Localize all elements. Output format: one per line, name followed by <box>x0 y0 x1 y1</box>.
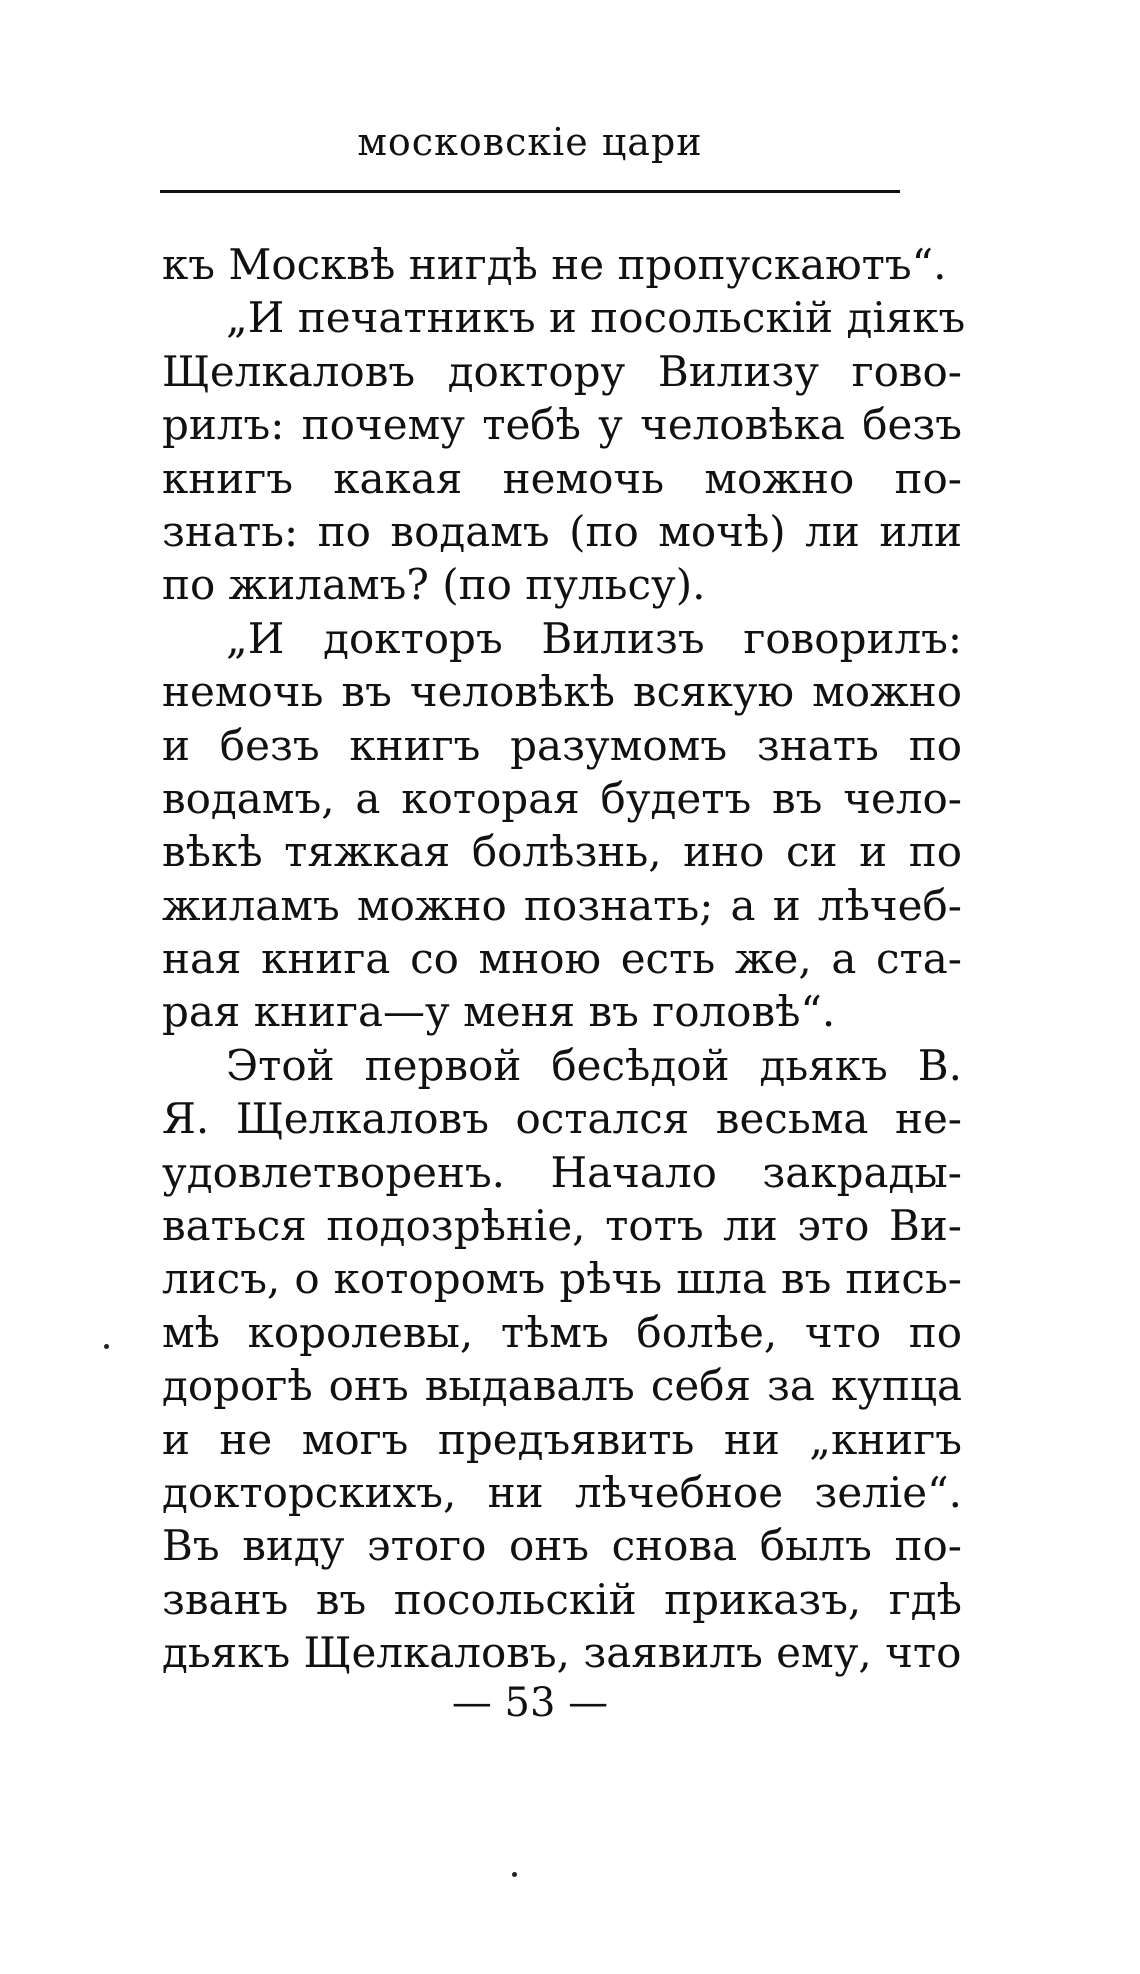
text-line: книгъ какая немочь можно по- <box>162 453 962 503</box>
text-line: званъ въ посольскій приказъ, гдѣ <box>162 1574 962 1624</box>
text-line: ваться подозрѣніе, тотъ ли это Ви- <box>162 1201 962 1251</box>
text-line: Этой первой бесѣдой дьякъ В. <box>226 1040 962 1090</box>
text-line: докторскихъ, ни лѣчебное зеліе“. <box>162 1467 962 1517</box>
text-line: удовлетворенъ. Начало закрады- <box>162 1147 962 1197</box>
running-head: московскіе цари <box>357 120 703 164</box>
text-line: знать: по водамъ (по мочѣ) ли или <box>162 506 962 556</box>
text-line: мѣ королевы, тѣмъ болѣе, что по <box>162 1307 962 1357</box>
text-line: „И печатникъ и посольскій діякъ <box>226 293 966 343</box>
text-line: къ Москвѣ нигдѣ не пропускаютъ“. <box>162 240 947 289</box>
page-number: — 53 — <box>451 1680 609 1726</box>
text-line: лисъ, о которомъ рѣчь шла въ пись- <box>162 1254 962 1304</box>
print-speck <box>104 1344 109 1349</box>
text-line: рая книга—у меня въ головѣ“. <box>162 987 836 1037</box>
text-line: Въ виду этого онъ снова былъ по- <box>162 1521 962 1571</box>
body-text <box>162 238 966 1680</box>
text-line: ная книга со мною есть же, а ста- <box>162 934 962 984</box>
text-line: дьякъ Щелкаловъ, заявилъ ему, что <box>162 1628 962 1678</box>
text-line: Я. Щелкаловъ остался весьма не- <box>162 1094 962 1144</box>
text-line: немочь въ человѣкѣ всякую можно <box>162 667 962 717</box>
print-speck <box>512 1872 517 1877</box>
text-line: и не могъ предъявить ни „книгъ <box>162 1414 962 1464</box>
text-line: вѣкѣ тяжкая болѣзнь, ино си и по <box>162 827 962 877</box>
text-line: рилъ: почему тебѣ у человѣка безъ <box>162 400 962 450</box>
text-line: жиламъ можно познать; а и лѣчеб- <box>162 880 962 930</box>
text-line: водамъ, а которая будетъ въ чело- <box>162 773 962 823</box>
text-line: Щелкаловъ доктору Вилизу гово- <box>162 346 962 396</box>
text-line: по жиламъ? (по пульсу). <box>162 560 706 610</box>
text-line: дорогѣ онъ выдавалъ себя за купца <box>162 1361 962 1411</box>
header-rule <box>160 190 900 193</box>
text-line: и безъ книгъ разумомъ знать по <box>162 720 962 770</box>
text-line: „И докторъ Вилизъ говорилъ: <box>226 613 962 663</box>
